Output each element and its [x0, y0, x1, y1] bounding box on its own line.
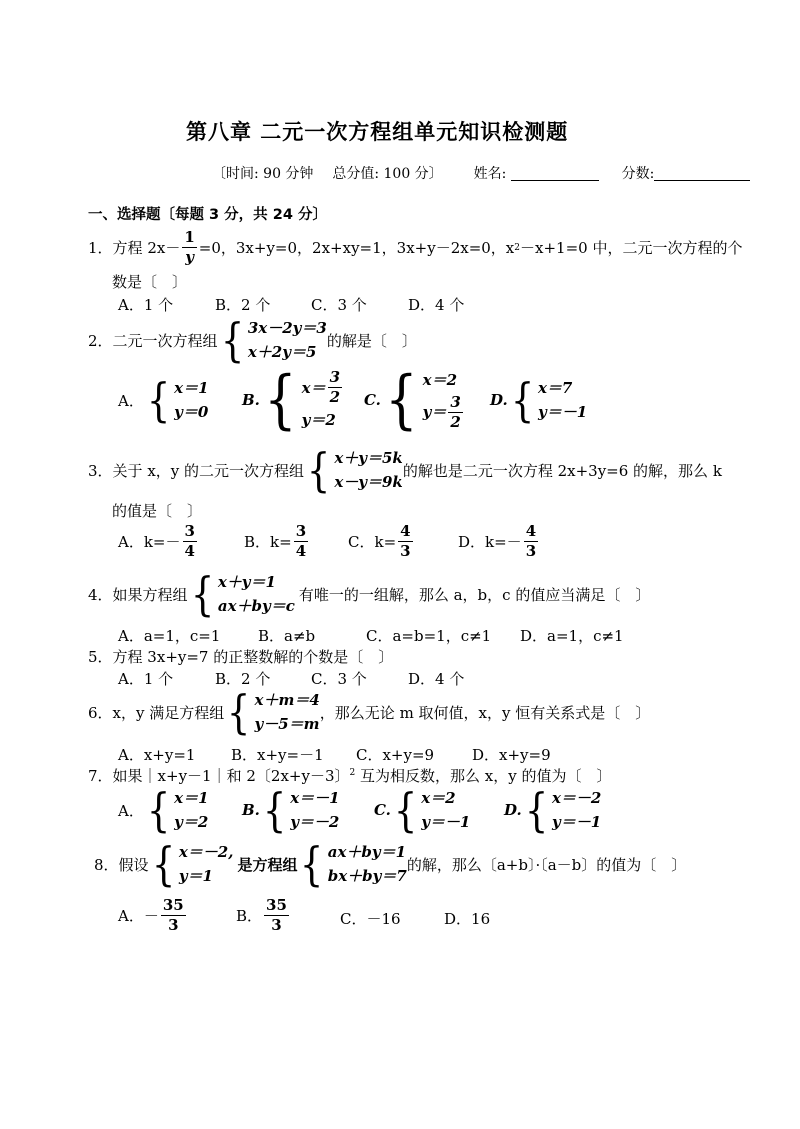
fraction: $\frac{1}{y}$ — [184, 228, 195, 266]
q1-text-rest: =0，3x+y=0，2x+xy=1，3x+y－2x=0，x — [198, 239, 515, 257]
q6-text-tail: ，那么无论 m 取何值，x，y 恒有关系式是〔 〕 — [319, 703, 651, 722]
option-b[interactable]: B．2 个 — [215, 670, 271, 688]
option-d[interactable]: D. { x＝－2 y＝－1 — [504, 783, 602, 837]
option-b[interactable]: B．x+y=－1 — [231, 746, 324, 764]
question-number: 8． — [94, 855, 119, 874]
question-5: 5．方程 3x+y=7 的正整数解的个数是〔 〕 — [88, 648, 394, 666]
option-c[interactable]: C．3 个 — [311, 296, 367, 314]
option-a[interactable]: A． { x＝1 y＝2 — [118, 783, 209, 837]
question-number: 6． — [88, 703, 113, 722]
q1-text-tail: －x+1=0 中，二元一次方程的个 — [520, 239, 743, 257]
option-c[interactable]: C．x+y=9 — [356, 746, 435, 764]
name-blank[interactable] — [511, 166, 599, 181]
option-d[interactable]: D．4 个 — [408, 296, 465, 314]
total-score: 总分值: 100 分〕 — [332, 166, 443, 182]
name-label: 姓名: — [473, 166, 507, 182]
option-d[interactable]: D．x+y=9 — [472, 746, 551, 764]
option-b[interactable]: B．2 个 — [215, 296, 271, 314]
q1-line2: 数是〔 〕 — [112, 273, 188, 291]
section-heading: 一、选择题〔每题 3 分，共 24 分〕 — [88, 207, 327, 223]
option-c[interactable]: C．－16 — [340, 910, 401, 928]
q7-text-tail: 互为相反数，那么 x，y 的值为〔 〕 — [360, 767, 612, 785]
q1-text: 方程 2x－ — [112, 239, 181, 257]
option-d[interactable]: D. { x＝7 y＝－1 — [490, 373, 588, 427]
equation-system: { x＋y＝5k x－y＝9k — [306, 443, 403, 497]
solution-system: { x＝－2, y＝1 — [151, 837, 234, 891]
option-d[interactable]: D．16 — [444, 910, 491, 928]
score-label: 分数: — [621, 166, 655, 182]
q4-text: 如果方程组 — [112, 585, 188, 604]
q2-text: 二元一次方程组 — [112, 331, 218, 350]
exam-info — [212, 163, 750, 183]
q3-text-tail: 的解也是二元一次方程 2x+3y=6 的解，那么 k — [402, 461, 722, 480]
option-c[interactable]: C．k= $\frac{4}{3}$ — [348, 522, 411, 560]
option-b[interactable]: B. { x＝ $\frac{3}{2}$ y＝2 — [242, 363, 341, 437]
q8-text-mid: 是方程组 — [237, 855, 298, 874]
option-d[interactable]: D．4 个 — [408, 670, 465, 688]
option-d[interactable]: D．a=1，c≠1 — [520, 627, 624, 645]
question-6 — [88, 685, 651, 739]
question-3 — [88, 443, 722, 497]
option-a[interactable]: A．x+y=1 — [118, 746, 196, 764]
page-title: 第八章 二元一次方程组单元知识检测题 — [186, 120, 569, 144]
q8-options — [118, 896, 558, 944]
q2-options — [118, 363, 618, 443]
question-8 — [94, 837, 687, 891]
option-a[interactable]: A．k=－ $\frac{3}{4}$ — [118, 522, 195, 560]
question-number: 1． — [88, 239, 113, 257]
option-b[interactable]: B．k= $\frac{3}{4}$ — [244, 522, 307, 560]
score-blank[interactable] — [654, 166, 750, 181]
equation-system: { ax＋by＝1 bx＋by＝7 — [300, 837, 407, 891]
equation-system: { x＋y＝1 ax＋by＝c — [190, 567, 295, 621]
option-b[interactable]: B．a≠b — [258, 627, 316, 645]
q8-text-tail: 的解，那么〔a+b〕·〔a－b〕的值为〔 〕 — [406, 855, 687, 874]
option-d[interactable]: D．k=－ $\frac{4}{3}$ — [458, 522, 537, 560]
question-1 — [88, 228, 742, 267]
q3-line2: 的值是〔 〕 — [112, 502, 203, 520]
q8-text: 假设 — [118, 855, 149, 874]
question-number: 4． — [88, 585, 113, 604]
question-4 — [88, 567, 651, 621]
q3-text: 关于 x，y 的二元一次方程组 — [112, 461, 305, 480]
option-a[interactable]: A．－ $\frac{35}{3}$ — [118, 896, 184, 934]
option-c[interactable]: C. { x＝2 y＝ $\frac{3}{2}$ — [364, 363, 461, 437]
option-c[interactable]: C．3 个 — [311, 670, 367, 688]
option-a[interactable]: A． { x＝1 y＝0 — [118, 373, 209, 427]
q7-options — [118, 783, 618, 838]
equation-system: { 3x－2y＝3 x＋2y＝5 — [220, 313, 327, 367]
time-limit: 〔时间: 90 分钟 — [212, 166, 314, 182]
superscript: 2 — [514, 242, 521, 253]
option-a[interactable]: A．1 个 — [118, 296, 174, 314]
option-a[interactable]: A．1 个 — [118, 670, 174, 688]
q2-text-tail: 的解是〔 〕 — [326, 331, 417, 350]
option-a[interactable]: A．a=1，c=1 — [118, 627, 221, 645]
equation-system: { x＋m＝4 y－5＝m — [227, 685, 320, 739]
question-2 — [88, 313, 417, 367]
option-c[interactable]: C. { x＝2 y＝－1 — [374, 783, 471, 837]
question-number: 2． — [88, 331, 113, 350]
option-b[interactable]: B． $\frac{35}{3}$ — [236, 896, 287, 934]
option-b[interactable]: B. { x＝－1 y＝－2 — [242, 783, 340, 837]
q6-text: x，y 满足方程组 — [112, 703, 225, 722]
q3-options — [118, 522, 578, 570]
option-c[interactable]: C．a=b=1，c≠1 — [366, 627, 492, 645]
q7-text: 7．如果｜x+y－1｜和 2〔2x+y－3〕 — [88, 767, 350, 785]
q4-text-tail: 有唯一的一组解，那么 a，b，c 的值应当满足〔 〕 — [298, 585, 651, 604]
superscript: 2 — [349, 768, 356, 778]
question-number: 3． — [88, 461, 113, 480]
